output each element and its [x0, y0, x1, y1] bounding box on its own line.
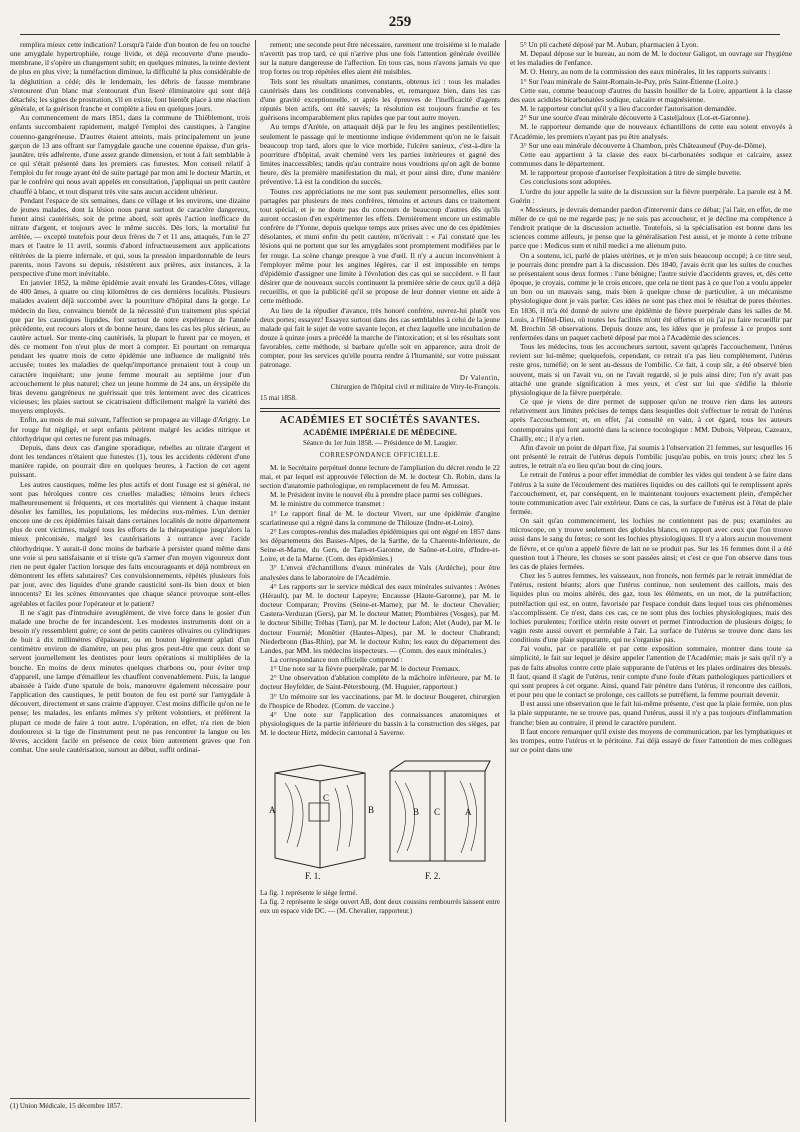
- paragraph: M. le Secrétaire perpétuel donne lecture de l'ampliation du décret rendu le 22 mai, et par lequel est approuvée l'élection de M. le docteur Ch. Robin, dans la section d'anatomie pathologique, en remplacement de feu M. Amussat.: [260, 462, 500, 491]
- column-separator: [505, 40, 506, 1122]
- figure-label: B: [368, 805, 375, 816]
- paragraph: 2° Sur une source d'eau minérale découverte à Casteljaloux (Lot-et-Garonne).: [520, 113, 751, 123]
- paragraph: M. Depaul dépose sur le bureau, au nom de M. le docteur Galigot, un ouvrage sur l'hygiène et les maladies de l'enfance.: [510, 49, 792, 68]
- footnote: (1) Union Médicale, 15 décembre 1857.: [10, 1098, 250, 1110]
- paragraph: Au lieu de la répudier d'avance, très honoré confrère, ouvrez-lui plutôt vos deux portes; essayez! Essayez surtout dans des cas semblables à celui de la jeune malade qui fait le sujet de votre savante leçon, et chez laquelle une incubation de douze à quinze jours a précédé la marche de l'intoxication; et si les résultats sont favorables, cette méthode, si barbare qu'elle soit en apparence, aura droit de compter, pour les services qu'elle pourra rendre à l'humanité, sur votre puissant patronage.: [260, 305, 500, 370]
- figure-caption: La fig. 1 représente le siège fermé.: [260, 888, 358, 897]
- paragraph: Ce que je viens de dire permet de supposer qu'on ne trouve rien dans les auteurs relativement aux limites précises de temps dans lesquelles doit s'effectuer le retrait de l'utérus après l'accouchement; et, en effet, j'ai consulté en vain, à cet égard, tous les auteurs contemporains qui font autorité dans la science tocologique : MM. Dubois, Velpeau, Cazeaux, Chailly, etc.; il n'y a rien.: [510, 397, 792, 443]
- paragraph: Cette eau appartient à la classe des eaux bi-carbonatées sodique et calcaire, assez communes dans le département.: [510, 149, 792, 169]
- paragraph: rement; une seconde peut être nécessaire, rarement une troisième si le malade n'avertit pas trop tard, ce qui n'arrive plus une fois l'attention générale éveillée sur la nature dangereuse de l'affection. En tous cas, nous n'avons jamais vu que trop fortes ou trop répétées elles aient été nuisibles.: [260, 40, 500, 77]
- paragraph: « Messieurs, je devrais demander pardon d'intervenir dans ce débat; j'ai l'air, en effet, de me mêler de ce qui ne me regarde pas; je ne suis pas accoucheur, et je décline ma compétence à l'endroit pratique de la discussion actuelle. Toutefois, si la spécialisation est bonne dans les sciences comme ailleurs, je pense que la généralisation l'est aussi, et je monte à cette tribune parce que : Medicus sum et nihil medici a me alienum puto.: [510, 204, 792, 251]
- paragraph: Les autres caustiques, même les plus actifs et dont l'usage est si général, ne sont pas héroïques contre ces cruelles maladies; témoins leurs échecs malheureusement si fréquents, et ces mortalités qui viennent à chaque instant désoler les familles, les populations, les médecins eux-mêmes. L'un dernier encore une de ces épidémies faisait dans certaines localités de notre département plus de cent victimes, malgré tous les efforts de la thérapeutique jusqu'alors la mieux préconisée, malgré les cautérisations à outrance avec l'acide chlorhydrique. Y aurait-il donc moins de barbarie à persister quand même dans une voie si peu satisfaisante et si triste qu'à s'armer d'un moyen vigoureux dont rien ne peut égaler l'action lorsque des faits encourageants et déjà nombreux en démontrent les effets salutaires? Ces convulsionnements, répétés plusieurs fois par jour, avec des liquides d'une grande causticité sont-ils bien doux et bien innocents? Et les scènes émouvantes que chaque séance provoque sont-elles agréables et faciles pour l'opérateur et le patient?: [10, 479, 250, 608]
- correspondence-heading: CORRESPONDANCE OFFICIELLE.: [319, 451, 441, 459]
- paragraph: Il est aussi une observation que le fait lui-même présente, c'est que la plaie fermée, non plus la plaie suppurante, ne se trouve pas, quand l'utérus, aussi il n'y a pas toujours d'inflammation franche: bien au contraire, il prend le caractère purulent.: [510, 699, 792, 727]
- figure-label: A: [465, 807, 472, 818]
- paragraph: M. O. Henry, au nom de la commission des eaux minérales, lit les rapports suivants :: [520, 67, 771, 77]
- figure-label: C: [323, 793, 330, 804]
- seance-line: Séance du 1er Juin 1858. — Présidence de M. Laugier.: [303, 439, 457, 448]
- paragraph: Au commencement de mars 1851, dans la commune de Thiéblemont, trois enfants succombaient rapidement, malgré l'emploi des caustiques, à l'angine couenno-gangréneuse. D'autres étaient atteints, mais principalement un jeune garçon de 13 ans offrant sur l'amygdale gauche une couenne épaisse, d'un gris-jaunâtre, très adhérente, d'une assez grande dimension, et tout à fait semblable à ce qui s'était présenté dans les premiers cas funestes. Mon conseil relatif à l'emploi du fer rouge ayant été de suite partagé par mon ami le docteur Martin, et par le confrère qui nous avait appelés en consultation, j'appliquai un petit cautère chauffé à blanc, et tout disparut très vite sans aucun accident ultérieur.: [10, 113, 250, 196]
- figure-label: C: [434, 807, 441, 818]
- column-1: [10, 40, 250, 1122]
- paragraph: On a soutenu, ici, parlé de plaies utérines, et je m'en suis beaucoup occupé; à ce titre seul, je pourrais donc prendre part à la discussion. Dès 1840, j'avais écrit que les suites de couches se présentaient sous deux formes : l'une bénigne; l'autre suivie d'accidents graves, et, dès cette époque, je croyais, comme je le crois encore, que cela ne tient pas à ce que l'on a voulu appeler un bon ou un mauvais sang, mais bien à quelque chose de particulier, à un mécanisme physiologique dont je vais parler. Ces idées ne sont pas chez moi le résultat de pures théories. En 1836, il m'a été donné de suivre une épidémie de fièvre puerpérale dans les salles de M. Louis, à l'Hôtel-Dieu, où toutes les facilités m'ont été offertes et où j'ai pu faire recueillir par M. Brochin 58 observations. Depuis douze ans, les idées que je professe à ce propos sont renfermées dans un paquet cacheté déposé par moi à l'Académie des sciences.: [510, 250, 792, 342]
- paragraph: Tous les médecins, tous les accoucheurs surtout, savent qu'après l'accouchement, l'utérus revient sur lui-même; quelquefois, cependant, ce retrait n'a pas lieu complètement, l'utérus reste gros, tuméfié; on le sent au-dessus de l'ombilic. Ce fait, à coup sûr, a été observé bien souvent, mais si on l'avait vu, on ne l'avait regardé, si je puis ainsi dire; l'on n'y avait pas attaché une grande signification à mes yeux, et c'est sur lui que s'édifie la théorie physiologique de la fièvre puerpérale.: [510, 342, 792, 397]
- paragraph: 1° Le rapport final de M. le docteur Vivert, sur une épidémie d'angine scarlatineuse qui a régné dans la commune de Thilouze (Indre-et-Loire).: [260, 508, 500, 527]
- signature: [260, 374, 500, 392]
- paragraph: M. le rapporteur conclut qu'il y a lieu d'accorder l'autorisation demandée.: [520, 104, 737, 114]
- signature-name: Dr Valentin,: [459, 373, 500, 382]
- paragraph: M. le Président invite le nouvel élu à prendre place parmi ses collègues.: [270, 490, 483, 500]
- paragraph: 3° Sur une eau minérale découverte à Chambon, près Châteauneuf (Puy-de-Dôme).: [520, 140, 767, 150]
- paragraph: M. le ministre du commerce transmet :: [270, 499, 385, 509]
- paragraph: Il ne s'agit pas d'introduire aveuglément, de vive force dans le gosier d'un malade une broche de fer incandescent. Les modestes instruments dont on a besoin n'y ressemblent guère; ce sont de petits cautères olivaires ou cylindriques de huit à dix millimètres d'épaisseur, ou en bouton légèrement aplati d'un centimètre environ de diamètre, un peu plus gros peut-être que ceux dont se servent journellement les dentistes pour leurs opérations si multipliées de la bouche. En moins de deux minutes quelques charbons ou, pour éviter trop d'appareil, une lampe d'émailleur les chauffent convenablement. Puis, la langue abaissée à l'aide d'une spatule de bois, manœuvre également nécessaire pour l'application des caustiques, le petit bouton de feu est porté sur l'amygdale à découvert, directement et sans crainte d'appuyer. C'est moins difficile qu'on ne le pense; les malades, les enfants mêmes s'y prêtent volontiers, et préfèrent la plupart ce mode de faire à tout autre. L'opération, en effet, n'a rien de bien douloureux si la tige de l'instrument peut ne pas rencontrer la langue ou les lèvres, accident facile en présence de ceux bien autrement graves que l'on combat. Une seule cautérisation, surtout au début, suffit ordinai-: [10, 607, 250, 755]
- column-3: [510, 40, 792, 1122]
- signature-title: Chirurgien de l'hôpital civil et militaire de Vitry-le-François.: [330, 382, 500, 391]
- paragraph: La correspondance non officielle comprend :: [270, 655, 403, 664]
- paragraph: Pendant l'espace de six semaines, dans ce village et les environs, une dizaine de jeunes malades, dont la lésion nous parut surtout de caractère dangereux, furent ainsi cautérisés, soit de prime abord, soit après l'action inefficace du nitrate d'argent, et toujours avec le même succès. Dès lors, la mortalité fut arrêtée, — excepté toutefois pour deux frères de 7 et 11 ans, attaqués, l'un le 27 mars et l'autre le 11 avril, soumis d'abord infructueusement aux applications réitérées de la pierre infernale, et qui, sous la pression impardonnable de leurs parents, nous l'avons su depuis, résistèrent aux prières, aux instances, à la perspective d'une mort inévitable.: [10, 195, 250, 278]
- figure-label: F. 2.: [425, 871, 441, 882]
- paragraph: Cette eau, comme beaucoup d'autres du bassin houiller de la Loire, appartient à la classe des eaux acidules bicarbonatées sodique, calcaire et magnésienne.: [510, 85, 792, 104]
- seat-illustration: [260, 743, 500, 885]
- paragraph: 2° Une observation d'ablation complète de la mâchoire inférieure, par M. le docteur Heyfelder, de Saint-Pétersbourg. (M. Huguier, rapporteur.): [260, 673, 500, 692]
- section-heading: ACADÉMIES ET SOCIÉTÉS SAVANTES.: [279, 415, 481, 427]
- section-rule: [260, 408, 500, 412]
- paragraph: Ces conclusions sont adoptées.: [520, 177, 612, 187]
- paragraph: L'ordre du jour appelle la suite de la discussion sur la fièvre puerpérale. La parole est à M. Guérin :: [510, 186, 792, 205]
- paragraph: M. le rapporteur propose d'autoriser l'exploitation à titre de simple buvette.: [520, 168, 742, 178]
- figure-caption: La fig. 2 représente le siège ouvert AB, dont deux coussins rembourrés laissent entre eux un espace vide DC. — (M. Chevalier, rapporteur.): [260, 897, 500, 915]
- paragraph: 4° Les rapports sur le service médical des eaux minérales suivantes : Avènes (Hérault), par M. le docteur Lapeyre; Encausse (Haute-Garonne), par M. le docteur Comparan; Provins (Seine-et-Marne); par M. le docteur Chevalier; Castera-Verduzan (Gers), par M. le docteur Mattet; Plombières (Vosges), par M. le docteur Sibille; Trébas (Tarn), par M. le docteur Lafon; Alet (Aude), par M. le docteur Fournié; Monêtier (Hautes-Alpes), par M. le docteur Chabrand; Niederbronn (Bas-Rhin), par M. le docteur Kuhn; les eaux du département des Landes, par MM. les médecins inspecteurs. — (Comm. des eaux minérales.): [260, 581, 500, 655]
- paragraph: M. le rapporteur demande que de nouveaux échantillons de cette eau soient envoyés à l'Académie, les premiers n'ayant pas pu être analysés.: [510, 122, 792, 141]
- paragraph: 4° Une note sur l'application des connaissances anatomiques et physiologiques de la partie inférieure du bassin à la construction des sièges, par M. le docteur Hirtz, médecin cantonal à Saverne.: [260, 709, 500, 738]
- paragraph: Le retrait de l'utérus a pour effet immédiat de combler les vides qui tendent à se faire dans l'utérus à la suite de l'écoulement des matières liquides ou des caillots qui le remplissent après l'accouchement, et, par conséquent, en le maintenant toujours exactement plein, d'empêcher toute communication avec l'air extérieur. Dans ce cas, la surface de l'utérus est à l'état de plaie fermée.: [510, 470, 792, 516]
- paragraph: Il faut encore remarquer qu'il existe des moyens de communication, par les lymphatiques et les trompes, entre l'utérus et le péritoine. J'ai déjà essayé de fixer l'attention de mes collègues sur ce point dans une: [510, 726, 792, 755]
- paragraph: On sait qu'au commencement, les lochies ne contiennent pas de pus; examinées au microscope, on y trouve seulement des globules blancs, en rapport avec ceux que l'on trouve aussi dans le sang du fœtus; ce sont les lochies physiologiques. Il n'y a alors aucun mouvement de fièvre, et ce qu'on a appelé fièvre de lait ne se produit pas. Sur les 16 femmes dont il a été question tout à l'heure, les choses se sont passées ainsi; et c'est ce que l'on observe dans tous les cas de plaies fermées.: [510, 516, 792, 571]
- figure-label: B: [413, 807, 420, 818]
- paragraph: Au temps d'Arétée, on attaquait déjà par le feu les angines pestilentielles; seulement le passage qui le mentionne indique évidemment qu'on ne le faisait beaucoup trop tard, alors que le vice morbide, l'ulcère sanieux, c'est-à-dire la pourriture d'hôpital, avait cheminé vers les parties intérieures et gagné des limites inaccessibles; tandis qu'au contraire nous voudrions qu'on agît de bonne heure, dès la première manifestation du mal, et pour ainsi dire, d'une manière préventive. Là est la condition du succès.: [260, 122, 500, 187]
- paragraph: 2° Les comptes-rendus des maladies épidémiques qui ont régné en 1857 dans les départements des Basses-Alpes, de la Sarthe, de la Charente-Inférieure, de Seine-et-Marne, du Gers, de Tarn-et-Garonne, de Saône-et-Loire, d'Indre-et-Loire, et de la Marne. (Com. des épidémies.): [260, 526, 500, 564]
- column-separator: [255, 40, 256, 1122]
- paragraph: Afin d'avoir un point de départ fixe, j'ai soumis à l'observation 21 femmes, sur lesquelles 16 ont présenté le retrait de l'utérus depuis l'ombilic jusqu'au pubis, en trois jours; chez les 5 autres, le retrait n'a eu lieu qu'au bout de cinq jours.: [510, 442, 792, 471]
- paragraph: remplira mieux cette indication? Lorsqu'à l'aide d'un bouton de feu on touche une amygdale hypertrophiée, rouge livide, et déjà recouverte d'une pseudo-membrane, il s'opère un changement subit; en quelques minutes, la teinte devient de plus en plus vive; la tuméfaction diminue, la difficulté la plus considérable de la déglutition a cédé; dès le lendemain, les débris de fausse membrane s'entourent d'un blanc mat s'entourant d'un liseré éliminatoire qui sont déjà détachés; les signes de prostration, s'il en existe, font bientôt place à une réaction générale, et la guérison franche et complète a lieu en quelques jours.: [10, 40, 250, 114]
- page-number: 259: [388, 14, 412, 30]
- paragraph: 1° Sur l'eau minérale de Saint-Romain-le-Puy, près Saint-Étienne (Loire.): [520, 76, 738, 86]
- header-rule: [20, 34, 780, 35]
- paragraph: Toutes ces appréciations ne me sont pas seulement personnelles, elles sont partagées par plusieurs de mes confrères, témoins et acteurs dans ce traitement tout spécial, et je ne doute pas du concours de beaucoup d'autres dès qu'ils auront occasion d'en expérimenter les effets. Dernièrement encore un estimable confrère de l'Yonne, depuis quelque temps aux prises avec une de ces épidémies désolantes, et muni enfin du petit cautère, m'écrivait : « J'ai constaté que les lésions qui ne portent que sur les amygdales sont promptement modifiées par le fer rouge. La scène change presque à vue d'œil. Il n'y a aucun inconvénient à l'employer même pour les angines légères, car il est impossible en temps d'épidémie d'assigner une limite à l'évolution des cas qui se succèdent. » Il faut désirer que de nouveaux succès continuent la première série de ceux qu'il a déjà recueillis, et que la publicité qu'il se propose de leur donner vienne en aide à cette méthode.: [260, 186, 500, 306]
- academy-heading: ACADÉMIE IMPÉRIALE DE MÉDECINE.: [303, 428, 457, 438]
- letter-date: 15 mai 1858.: [260, 393, 297, 402]
- figure-label: A: [269, 805, 276, 816]
- seat-engraving-icon: [265, 743, 495, 883]
- paragraph: 5° Un pli cacheté déposé par M. Auban, pharmacien à Lyon.: [520, 40, 699, 49]
- paragraph: Chez les 5 autres femmes, les vaisseaux, non froncés, non fermés par le retrait immédiat de l'utérus, restent béants; alors que l'utérus continue, non seulement des caillots, mais des liquides plus ou moins altérés, des gaz, tous les éléments, en un mot, de la putréfaction; putréfaction qui est, en outre, favorisée par l'espace conduit dans lequel tous ces phénomènes s'accomplissent. Ce n'est, dans ces cas, ce ne sont plus des lochies physiologiques, mais des lochies purulentes; l'orifice utérin reste ouvert et permet l'introduction de plusieurs doigts; le vagin reste aussi ouvert et perméable à l'air. La surface de l'utérus se trouve donc dans les conditions d'une plaie suppurante, qui ne s'organise pas.: [510, 571, 792, 645]
- paragraph: 3° L'envoi d'échantillons d'eaux minérales de Vals (Ardèche), pour être analysées dans le laboratoire de l'Académie.: [260, 563, 500, 582]
- column-2: [260, 40, 500, 1122]
- paragraph: Tels sont les résultats unanimes, constants, obtenus ici : tous les malades cautérisés dans les conditions convenables, et, remarquez bien, dans les cas d'une gravité exceptionnelle, et après les épreuves de l'inefficacité d'agents réputés bien actifs, ont été sauvés; la résolution est toujours franche et les guérisons incomparablement plus rapides que par tout autre moyen.: [260, 76, 500, 123]
- paragraph: Enfin, au mois de mai suivant, l'affection se propagea au village d'Arigny. Le fer rouge fut négligé, et sept enfants périrent malgré les acides nitrique et chlorhydrique qui certes ne furent pas ménagés.: [10, 415, 250, 443]
- paragraph: Depuis, dans deux cas d'angine sporadique, rebelles au nitrate d'argent et dont les tendances n'étaient que funestes (1), tous les accidents cédèrent d'une manière rapide, on pourrait dire en quelques heures, à l'action de cet agent puissant.: [10, 442, 250, 480]
- figure-label: F. 1.: [305, 871, 321, 882]
- paragraph: 1° Une note sur la fièvre puerpérale, par M. le docteur Fremaux.: [270, 664, 461, 674]
- paragraph: 3° Un mémoire sur les vaccinations, par M. le docteur Bougeret, chirurgien de l'hospice de Rhodez. (Comm. de vaccine.): [260, 691, 500, 710]
- paragraph: En janvier 1852, la même épidémie avait envahi les Grandes-Côtes, village de 400 âmes, à quatre ou cinq kilomètres de ces dernières localités. Plusieurs malades avaient déjà succombé avec la pourriture d'hôpital dans la gorge. Le médecin du lieu, convaincu bientôt de la nécessité d'un traitement plus spécial que par les caustiques liquides, fort surtout de notre expérience de l'année précédente, eut recours alors et de bonne heure, dans les cas les plus sérieux, au cautère actuel. Sur trente-cinq cautérisés, la plupart le furent par ce moyen, et dès ce moment l'on n'eut plus de mort à compter. Et pourtant on remarqua pendant les quatre mois de cette épidémie une influence de malignité très accusée; toutes les maladies de quelqu'importance prenaient tout à coup un caractère inquiétant; une jeune femme mourait au septième jour d'un accouchement le plus naturel; chez un jeune homme de 24 ans, un érysipèle du bras devenu gangréneux ne guérissait que très lentement avec des cicatrices vicieuses; les plaies surtout se cicatrisaient difficilement malgré la variété des moyens employés.: [10, 278, 250, 416]
- paragraph: J'ai voulu, par ce parallèle et par cette exposition sommaire, montrer dans toute sa simplicité, le fait sur lequel je désire appeler l'attention de l'Académie; mais je sais qu'il n'y a pas de faits absolus contre cette plaie suppurante de l'utérus et les plaies ordinaires des blessés. Il faut, quand il s'agit de l'utérus, tenir compte d'une foule d'états pathologiques particuliers et qui sont propres à cet organe. Ainsi, quand l'air pénètre dans l'utérus, il rencontre des caillots, et pour peu que le contact se prolonge, ces caillots se putréfient, la femme pourrait devenir.: [510, 644, 792, 700]
